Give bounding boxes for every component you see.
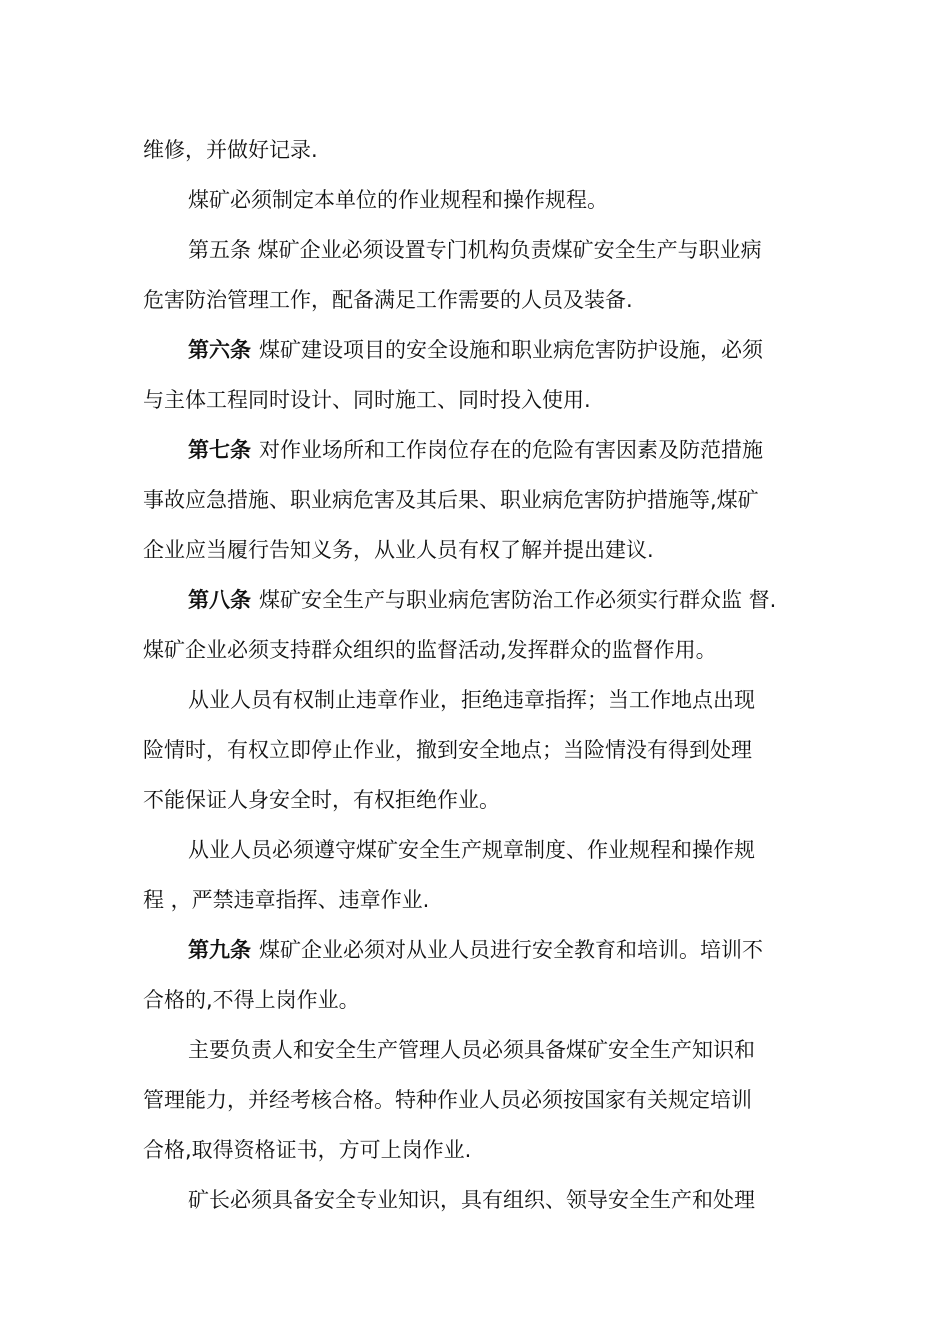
line-text: 主要负责人和安全生产管理人员必须具备煤矿安全生产知识和 xyxy=(188,1038,755,1062)
text-line xyxy=(143,785,813,815)
text-line xyxy=(143,985,813,1015)
line-text: 险情时，有权立即停止作业，撤到安全地点；当险情没有得到处理 xyxy=(143,738,752,762)
line-text: 煤矿建设项目的安全设施和职业病危害防护设施，必须 xyxy=(259,338,763,362)
line-text: 第五条 煤矿企业必须设置专门机构负责煤矿安全生产与职业病 xyxy=(188,238,762,262)
line-text: 与主体工程同时设计、同时施工、同时投入使用. xyxy=(143,388,591,412)
line-text: 煤矿企业必须支持群众组织的监督活动,发挥群众的监督作用。 xyxy=(143,638,717,662)
text-line xyxy=(143,1085,813,1115)
text-line xyxy=(143,535,813,565)
line-text: 维修，并做好记录. xyxy=(143,138,318,162)
text-line xyxy=(143,735,813,765)
text-line xyxy=(188,935,813,965)
line-text: 煤矿企业必须对从业人员进行安全教育和培训。培训不 xyxy=(259,938,763,962)
text-line xyxy=(143,285,813,315)
text-line xyxy=(188,235,813,265)
text-line xyxy=(143,1135,813,1165)
text-line xyxy=(188,435,813,465)
text-line xyxy=(188,185,813,215)
line-text: 危害防治管理工作，配备满足工作需要的人员及装备. xyxy=(143,288,633,312)
text-line xyxy=(188,1035,813,1065)
text-line xyxy=(143,385,813,415)
line-text: 矿长必须具备安全专业知识，具有组织、领导安全生产和处理 xyxy=(188,1188,755,1212)
line-text: 从业人员必须遵守煤矿安全生产规章制度、作业规程和操作规 xyxy=(188,838,755,862)
article-number: 第九条 xyxy=(188,938,251,962)
line-text: 管理能力，并经考核合格。特种作业人员必须按国家有关规定培训 xyxy=(143,1088,752,1112)
text-line xyxy=(188,1185,813,1215)
text-line xyxy=(143,635,813,665)
line-text: 不能保证人身安全时，有权拒绝作业。 xyxy=(143,788,500,812)
text-line xyxy=(143,135,813,165)
line-text: 从业人员有权制止违章作业，拒绝违章指挥；当工作地点出现 xyxy=(188,688,755,712)
text-line xyxy=(188,335,813,365)
line-text: 程 ，严禁违章指挥、违章作业. xyxy=(143,888,430,912)
text-line xyxy=(188,585,813,615)
text-line xyxy=(143,485,813,515)
line-text: 煤矿安全生产与职业病危害防治工作必须实行群众监 督. xyxy=(259,588,777,612)
line-text: 合格的,不得上岗作业。 xyxy=(143,988,360,1012)
line-text: 企业应当履行告知义务，从业人员有权了解并提出建议. xyxy=(143,538,654,562)
text-line xyxy=(188,835,813,865)
article-number: 第七条 xyxy=(188,438,251,462)
line-text: 煤矿必须制定本单位的作业规程和操作规程。 xyxy=(188,188,608,212)
line-text: 合格,取得资格证书，方可上岗作业. xyxy=(143,1138,472,1162)
line-text: 对作业场所和工作岗位存在的危险有害因素及防范措施 xyxy=(259,438,763,462)
article-number: 第六条 xyxy=(188,338,251,362)
text-line xyxy=(188,685,813,715)
line-text: 事故应急措施、职业病危害及其后果、职业病危害防护措施等,煤矿 xyxy=(143,488,759,512)
article-number: 第八条 xyxy=(188,588,251,612)
text-line xyxy=(143,885,813,915)
